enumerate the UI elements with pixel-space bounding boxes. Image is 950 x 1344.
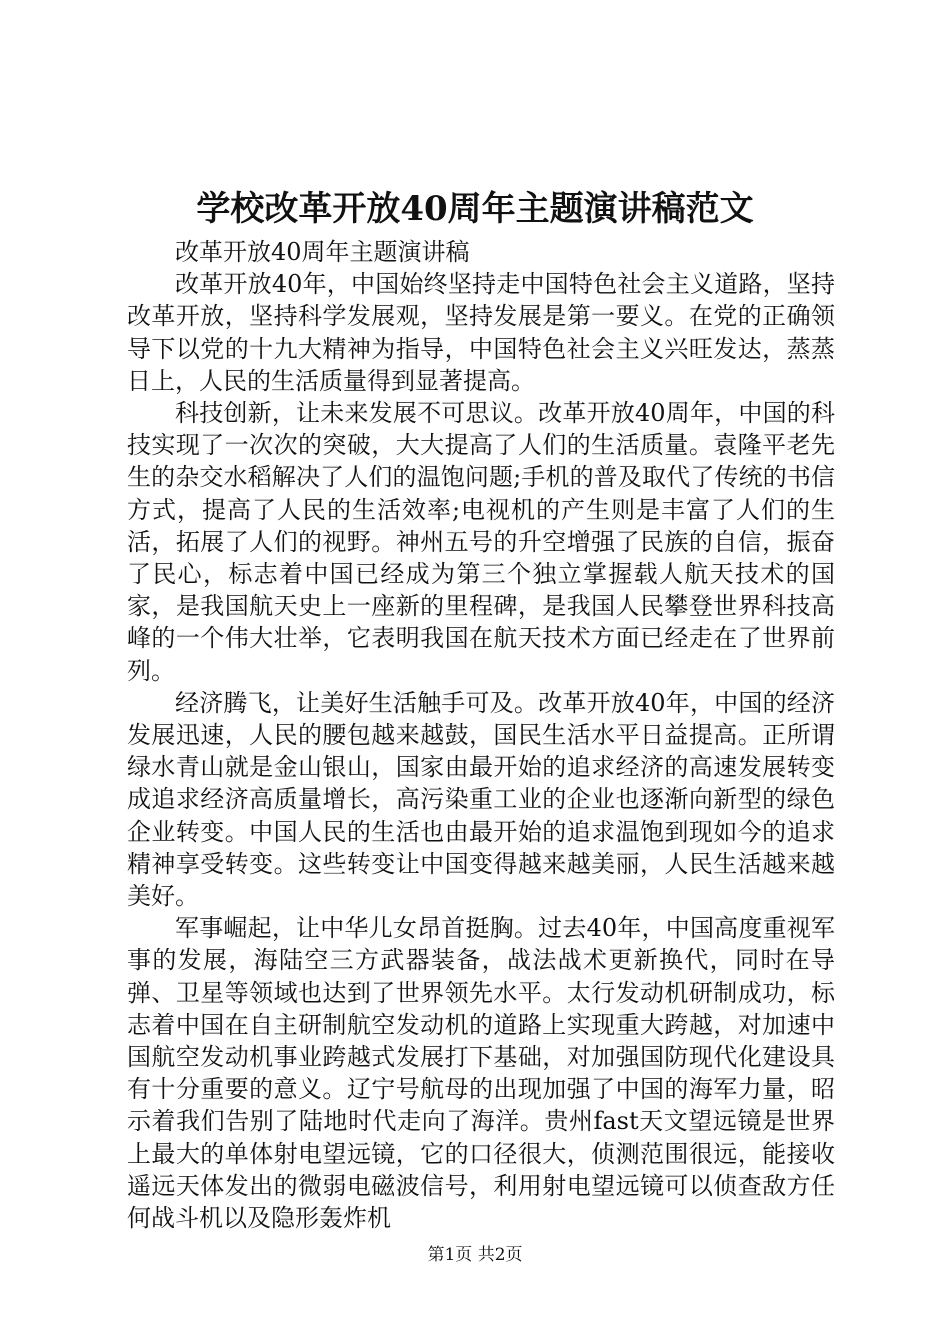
subtitle-paragraph: 改革开放40周年主题演讲稿 [175, 238, 470, 266]
intro-paragraph: 改革开放40年，中国始终坚持走中国特色社会主义道路，坚持改革开放，坚持科学发展观，坚持发展是第一要义。在党的正确领导下以党的十九大精神为指导，中国特色社会主义兴旺发达，蒸蒸日上，人民的生活质量得到显著提高。 [127, 270, 835, 395]
document-body [127, 236, 835, 1234]
technology-paragraph: 科技创新，让未来发展不可思议。改革开放40周年，中国的科技实现了一次次的突破，大大提高了人们的生活质量。袁隆平老先生的杂交水稻解决了人们的温饱问题;手机的普及取代了传统的书信方式，提高了人民的生活效率;电视机的产生则是丰富了人们的生活，拓展了人们的视野。神州五号的升空增强了民族的自信，振奋了民心，标志着中国已经成为第三个独立掌握载人航天技术的国家，是我国航天史上一座新的里程碑，是我国人民攀登世界科技高峰的一个伟大壮举，它表明我国在航天技术方面已经走在了世界前列。 [127, 399, 835, 685]
economy-paragraph: 经济腾飞，让美好生活触手可及。改革开放40年，中国的经济发展迅速，人民的腰包越来越鼓，国民生活水平日益提高。正所谓绿水青山就是金山银山，国家由最开始的追求经济的高速发展转变成追求经济高质量增长，高污染重工业的企业也逐渐向新型的绿色企业转变。中国人民的生活也由最开始的追求温饱到现如今的追求精神享受转变。这些转变让中国变得越来越美丽，人民生活越来越美好。 [127, 688, 835, 911]
document-title: 学校改革开放40周年主题演讲稿范文 [196, 189, 754, 229]
page-number-footer: 第1页 共2页 [427, 1245, 523, 1265]
military-paragraph: 军事崛起，让中华儿女昂首挺胸。过去40年，中国高度重视军事的发展，海陆空三方武器装备，战法战术更新换代，同时在导弹、卫星等领域也达到了世界领先水平。太行发动机研制成功，标志着中国在自主研制航空发动机的道路上实现重大跨越，对加速中国航空发动机事业跨越式发展打下基础，对加强国防现代化建设具有十分重要的意义。辽宁号航母的出现加强了中国的海军力量，昭示着我们告别了陆地时代走向了海洋。贵州fast天文望远镜是世界上最大的单体射电望远镜，它的口径很大，侦测范围很远，能接收遥远天体发出的微弱电磁波信号，利用射电望远镜可以侦查敌方任何战斗机以及隐形轰炸机 [127, 914, 835, 1233]
